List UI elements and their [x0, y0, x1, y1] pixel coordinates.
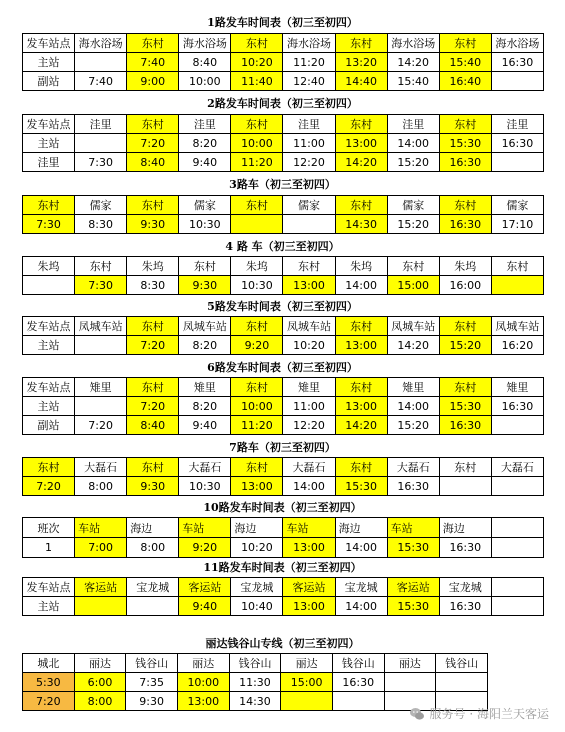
table-cell: 东村: [335, 34, 387, 53]
table-cell: 洼里: [491, 115, 543, 134]
table-cell: [281, 692, 333, 711]
table-title-route-10: 10路发车时间表（初三至初四）: [203, 501, 362, 514]
table-cell: 14:00: [283, 477, 335, 496]
timetable-route-4: [22, 256, 544, 295]
table-cell: 凤城车站: [387, 317, 439, 336]
table-cell: 丽达: [177, 654, 229, 673]
table-row: [23, 53, 544, 72]
table-cell: 副站: [23, 416, 75, 435]
table-cell: 9:30: [127, 477, 179, 496]
table-cell: 宝龙城: [335, 578, 387, 597]
table-cell: 海边: [127, 518, 179, 538]
table-cell: [75, 53, 127, 72]
table-cell: 10:20: [231, 538, 283, 558]
table-cell: 儒家: [387, 196, 439, 215]
table-cell: 16:20: [491, 336, 543, 355]
table-cell: 14:20: [335, 416, 387, 435]
table-cell: 发车站点: [23, 317, 75, 336]
table-cell: [491, 578, 543, 597]
table-cell: 洼里: [75, 115, 127, 134]
table-cell: 丽达: [74, 654, 126, 673]
table-cell: 雉里: [179, 378, 231, 397]
table-cell: 11:30: [229, 673, 281, 692]
table-cell: 15:30: [387, 597, 439, 616]
table-row: [23, 597, 544, 616]
table-cell: 洼里: [179, 115, 231, 134]
table-cell: 发车站点: [23, 378, 75, 397]
table-cell: 9:20: [179, 538, 231, 558]
table-row: [23, 336, 544, 355]
table-cell: [436, 673, 488, 692]
table-row: [23, 458, 544, 477]
table-cell: 8:00: [74, 692, 126, 711]
table-row: [23, 654, 488, 673]
table-cell: [231, 215, 283, 234]
table-cell: 车站: [75, 518, 127, 538]
table-cell: 15:00: [281, 673, 333, 692]
table-cell: 大磊石: [179, 458, 231, 477]
table-cell: 1: [23, 538, 75, 558]
table-cell: 13:00: [283, 538, 335, 558]
table-cell: 东村: [335, 115, 387, 134]
table-cell: 大磊石: [75, 458, 127, 477]
table-cell: 10:20: [283, 336, 335, 355]
table-cell: 东村: [283, 257, 335, 276]
table-cell: 9:40: [179, 416, 231, 435]
table-cell: 海水浴场: [283, 34, 335, 53]
table-cell: 15:00: [387, 276, 439, 295]
table-cell: 14:40: [335, 72, 387, 91]
table-row: [23, 72, 544, 91]
table-row: [23, 115, 544, 134]
table-cell: 东村: [335, 317, 387, 336]
table-cell: 大磊石: [387, 458, 439, 477]
table-cell: 东村: [231, 196, 283, 215]
table-cell: [384, 673, 436, 692]
table-cell: 17:10: [491, 215, 543, 234]
table-cell: 11:20: [231, 416, 283, 435]
table-cell: 9:20: [231, 336, 283, 355]
table-cell: 洼里: [387, 115, 439, 134]
wechat-icon: [409, 706, 425, 722]
table-title-lida-qiangushan: 丽达钱谷山专线（初三至初四）: [205, 637, 360, 650]
table-cell: 13:00: [335, 134, 387, 153]
table-cell: 7:35: [126, 673, 178, 692]
table-cell: 车站: [283, 518, 335, 538]
table-cell: 朱坞: [231, 257, 283, 276]
table-cell: 东村: [439, 34, 491, 53]
table-cell: 13:00: [177, 692, 229, 711]
timetable-route-1: [22, 33, 544, 91]
table-cell: 8:20: [179, 134, 231, 153]
table-cell: 东村: [231, 34, 283, 53]
table-title-route-1: 1路发车时间表（初三至初四）: [207, 16, 358, 29]
table-cell: 主站: [23, 397, 75, 416]
table-cell: 8:20: [179, 336, 231, 355]
table-cell: 12:20: [283, 416, 335, 435]
table-cell: 15:20: [387, 153, 439, 172]
table-row: [23, 215, 544, 234]
table-cell: 丽达: [281, 654, 333, 673]
table-cell: 15:20: [387, 416, 439, 435]
table-row: [23, 518, 544, 538]
table-cell: 客运站: [75, 578, 127, 597]
table-cell: 9:30: [127, 215, 179, 234]
table-cell: 东村: [231, 458, 283, 477]
table-cell: 7:20: [127, 397, 179, 416]
table-cell: [491, 538, 543, 558]
table-cell: 客运站: [387, 578, 439, 597]
timetable-route-7: [22, 457, 544, 496]
table-cell: [332, 692, 384, 711]
table-cell: 11:20: [283, 53, 335, 72]
table-title-route-5: 5路发车时间表（初三至初四）: [207, 300, 358, 313]
table-cell: 城北: [23, 654, 75, 673]
table-cell: 16:30: [439, 416, 491, 435]
table-cell: 东村: [335, 378, 387, 397]
table-cell: 10:30: [179, 215, 231, 234]
table-cell: 14:00: [387, 397, 439, 416]
table-cell: 8:40: [127, 153, 179, 172]
table-cell: [491, 153, 543, 172]
table-row: [23, 538, 544, 558]
table-cell: 7:20: [75, 416, 127, 435]
table-cell: 13:20: [335, 53, 387, 72]
watermark: [409, 705, 549, 722]
table-cell: 11:40: [231, 72, 283, 91]
table-cell: 7:40: [127, 53, 179, 72]
table-cell: 主站: [23, 53, 75, 72]
table-row: [23, 317, 544, 336]
table-cell: 13:00: [283, 597, 335, 616]
table-cell: 14:00: [335, 538, 387, 558]
table-row: [23, 397, 544, 416]
table-cell: 主站: [23, 336, 75, 355]
table-cell: 15:20: [439, 336, 491, 355]
table-cell: 13:00: [283, 276, 335, 295]
table-cell: 发车站点: [23, 578, 75, 597]
table-cell: [75, 134, 127, 153]
table-cell: 东村: [231, 115, 283, 134]
table-cell: 东村: [231, 317, 283, 336]
table-cell: 10:00: [231, 397, 283, 416]
table-row: [23, 276, 544, 295]
table-cell: 东村: [23, 196, 75, 215]
table-cell: 15:30: [439, 397, 491, 416]
table-cell: 班次: [23, 518, 75, 538]
table-row: [23, 153, 544, 172]
table-cell: 东村: [387, 257, 439, 276]
table-cell: 11:00: [283, 134, 335, 153]
table-cell: 16:30: [439, 597, 491, 616]
table-cell: 东村: [127, 458, 179, 477]
table-cell: [491, 416, 543, 435]
table-cell: 11:00: [283, 397, 335, 416]
table-cell: 东村: [335, 196, 387, 215]
table-cell: 8:30: [127, 276, 179, 295]
table-cell: 16:30: [439, 215, 491, 234]
timetable-route-2: [22, 114, 544, 172]
table-cell: 东村: [127, 317, 179, 336]
table-cell: 儒家: [283, 196, 335, 215]
table-cell: [491, 597, 543, 616]
table-cell: 东村: [439, 115, 491, 134]
table-cell: 12:40: [283, 72, 335, 91]
table-cell: [491, 518, 543, 538]
watermark-text: 服务号 · 海阳兰天客运: [429, 707, 549, 721]
table-cell: 海水浴场: [179, 34, 231, 53]
table-row: [23, 578, 544, 597]
table-cell: 钱谷山: [126, 654, 178, 673]
table-cell: 洼里: [23, 153, 75, 172]
table-cell: 14:30: [335, 215, 387, 234]
table-cell: 雉里: [387, 378, 439, 397]
table-cell: 8:30: [75, 215, 127, 234]
table-cell: [439, 477, 491, 496]
table-cell: 东村: [23, 458, 75, 477]
table-cell: 13:00: [231, 477, 283, 496]
table-cell: 8:00: [75, 477, 127, 496]
table-cell: 14:20: [335, 153, 387, 172]
table-cell: [491, 276, 543, 295]
table-cell: 7:30: [75, 153, 127, 172]
table-cell: 海水浴场: [75, 34, 127, 53]
table-cell: 5:30: [23, 673, 75, 692]
table-title-route-7: 7路车（初三至初四）: [229, 441, 336, 454]
timetable-route-3: [22, 195, 544, 234]
table-cell: 7:20: [127, 134, 179, 153]
table-cell: 雉里: [75, 378, 127, 397]
table-cell: [75, 336, 127, 355]
table-cell: 主站: [23, 597, 75, 616]
table-cell: 7:20: [127, 336, 179, 355]
table-cell: 雉里: [491, 378, 543, 397]
table-cell: 东村: [127, 378, 179, 397]
table-cell: 东村: [439, 317, 491, 336]
table-cell: 儒家: [491, 196, 543, 215]
table-cell: 大磊石: [283, 458, 335, 477]
table-cell: 朱坞: [127, 257, 179, 276]
table-title-route-2: 2路发车时间表（初三至初四）: [207, 97, 358, 110]
table-cell: 钱谷山: [436, 654, 488, 673]
table-cell: 东村: [127, 196, 179, 215]
table-cell: 东村: [439, 378, 491, 397]
timetable-route-10: [22, 517, 544, 558]
table-cell: 15:30: [387, 538, 439, 558]
table-cell: 14:30: [229, 692, 281, 711]
table-cell: 10:00: [177, 673, 229, 692]
table-cell: 大磊石: [491, 458, 543, 477]
table-cell: 客运站: [283, 578, 335, 597]
table-cell: 14:20: [387, 336, 439, 355]
table-cell: 10:00: [179, 72, 231, 91]
table-row: [23, 477, 544, 496]
table-cell: 8:40: [127, 416, 179, 435]
table-cell: 东村: [179, 257, 231, 276]
table-cell: 15:20: [387, 215, 439, 234]
table-cell: 9:30: [126, 692, 178, 711]
table-cell: 13:00: [335, 397, 387, 416]
table-cell: 客运站: [179, 578, 231, 597]
table-cell: 海边: [335, 518, 387, 538]
table-cell: 东村: [335, 458, 387, 477]
table-cell: [491, 477, 543, 496]
table-cell: [75, 597, 127, 616]
table-cell: 16:30: [387, 477, 439, 496]
table-cell: 16:30: [332, 673, 384, 692]
table-cell: 儒家: [75, 196, 127, 215]
table-cell: 7:20: [23, 692, 75, 711]
table-cell: 东村: [231, 378, 283, 397]
table-cell: 10:30: [179, 477, 231, 496]
table-cell: 14:20: [387, 53, 439, 72]
table-cell: 10:40: [231, 597, 283, 616]
table-cell: 海水浴场: [491, 34, 543, 53]
table-cell: [75, 397, 127, 416]
table-cell: 6:00: [74, 673, 126, 692]
table-cell: 10:30: [231, 276, 283, 295]
table-cell: 发车站点: [23, 115, 75, 134]
table-cell: 洼里: [283, 115, 335, 134]
table-cell: 凤城车站: [491, 317, 543, 336]
table-cell: 宝龙城: [439, 578, 491, 597]
timetable-route-11: [22, 577, 544, 616]
table-cell: 7:30: [23, 215, 75, 234]
table-cell: 9:40: [179, 153, 231, 172]
table-cell: 主站: [23, 134, 75, 153]
table-cell: 朱坞: [23, 257, 75, 276]
table-cell: 14:00: [387, 134, 439, 153]
table-cell: 16:40: [439, 72, 491, 91]
table-row: [23, 378, 544, 397]
table-cell: 9:30: [179, 276, 231, 295]
table-cell: 7:40: [75, 72, 127, 91]
table-row: [23, 34, 544, 53]
table-cell: 16:30: [439, 153, 491, 172]
table-cell: 15:40: [439, 53, 491, 72]
table-cell: 16:00: [439, 276, 491, 295]
table-cell: 7:30: [75, 276, 127, 295]
table-row: [23, 134, 544, 153]
table-row: [23, 673, 488, 692]
table-cell: 8:00: [127, 538, 179, 558]
table-cell: 车站: [179, 518, 231, 538]
table-cell: 16:30: [491, 397, 543, 416]
timetable-route-5: [22, 316, 544, 355]
table-cell: 朱坞: [335, 257, 387, 276]
table-cell: 发车站点: [23, 34, 75, 53]
table-row: [23, 257, 544, 276]
table-cell: 副站: [23, 72, 75, 91]
table-cell: 14:00: [335, 597, 387, 616]
table-title-route-11: 11路发车时间表（初三至初四）: [203, 561, 362, 574]
table-cell: 东村: [439, 458, 491, 477]
table-cell: 东村: [75, 257, 127, 276]
table-cell: 8:20: [179, 397, 231, 416]
table-cell: 9:00: [127, 72, 179, 91]
table-cell: [283, 215, 335, 234]
table-cell: 10:00: [231, 134, 283, 153]
table-cell: 海水浴场: [387, 34, 439, 53]
table-cell: 10:20: [231, 53, 283, 72]
table-cell: [23, 276, 75, 295]
table-cell: 8:40: [179, 53, 231, 72]
table-cell: 丽达: [384, 654, 436, 673]
timetable-route-6: [22, 377, 544, 435]
table-cell: [127, 597, 179, 616]
table-cell: 海边: [231, 518, 283, 538]
table-cell: 宝龙城: [231, 578, 283, 597]
table-cell: 15:40: [387, 72, 439, 91]
table-title-route-4: 4 路 车（初三至初四）: [225, 240, 340, 253]
table-cell: 东村: [127, 34, 179, 53]
table-cell: 9:40: [179, 597, 231, 616]
table-cell: 东村: [491, 257, 543, 276]
table-cell: 凤城车站: [283, 317, 335, 336]
table-cell: 凤城车站: [75, 317, 127, 336]
table-row: [23, 416, 544, 435]
table-cell: 7:00: [75, 538, 127, 558]
table-cell: 13:00: [335, 336, 387, 355]
table-cell: 12:20: [283, 153, 335, 172]
table-cell: 宝龙城: [127, 578, 179, 597]
table-cell: 凤城车站: [179, 317, 231, 336]
table-cell: 16:30: [491, 134, 543, 153]
table-cell: 15:30: [335, 477, 387, 496]
table-cell: 雉里: [283, 378, 335, 397]
table-cell: 11:20: [231, 153, 283, 172]
table-cell: 16:30: [439, 538, 491, 558]
table-cell: 7:20: [23, 477, 75, 496]
timetable-lida-qiangushan: [22, 653, 488, 711]
table-cell: 16:30: [491, 53, 543, 72]
table-cell: 车站: [387, 518, 439, 538]
table-cell: 儒家: [179, 196, 231, 215]
table-cell: 钱谷山: [332, 654, 384, 673]
table-cell: 东村: [127, 115, 179, 134]
table-cell: 海边: [439, 518, 491, 538]
table-title-route-3: 3路车（初三至初四）: [229, 178, 336, 191]
table-cell: 朱坞: [439, 257, 491, 276]
table-cell: 14:00: [335, 276, 387, 295]
table-cell: 15:30: [439, 134, 491, 153]
table-row: [23, 196, 544, 215]
table-cell: 钱谷山: [229, 654, 281, 673]
table-cell: 东村: [439, 196, 491, 215]
table-cell: [491, 72, 543, 91]
table-title-route-6: 6路发车时间表（初三至初四）: [207, 361, 358, 374]
